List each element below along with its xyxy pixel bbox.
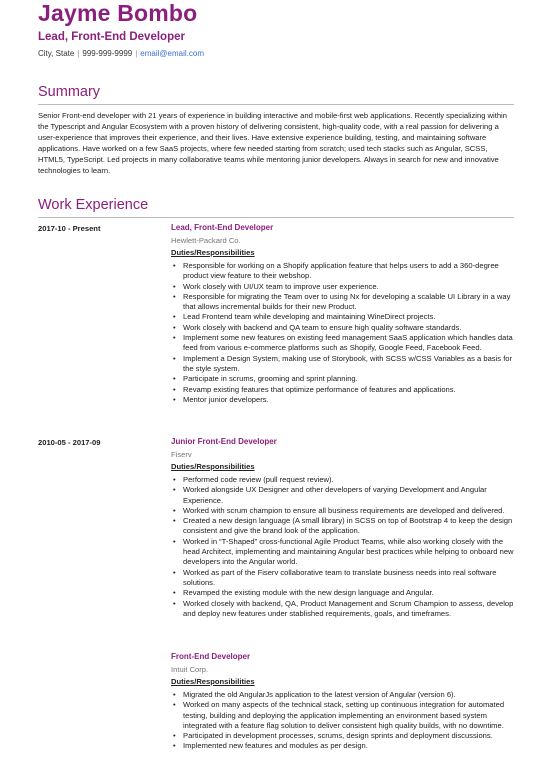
phone-text: 999-999-9999 <box>82 49 133 58</box>
duties-heading: Duties/Responsibilities <box>171 248 255 257</box>
list-item: • Responsible for migrating the Team over to using Nx for developing a scalable UI Library in a way that allows incremental builds for their new Product. <box>183 292 516 313</box>
list-item: • Lead Frontend team while developing and maintaining WineDirect projects. <box>183 312 516 322</box>
duties-heading: Duties/Responsibilities <box>171 462 255 471</box>
list-item: • Performed code review (pull request review). <box>183 475 516 485</box>
job-date: 2010-05 - 2017-09 <box>38 438 101 447</box>
duties-list <box>171 475 516 619</box>
list-item: • Responsible for working on a Shopify application feature that helps users to add a 360-degree product view feature to their webshop. <box>183 261 516 282</box>
list-item: • Revamp existing features that optimize performance of features and applications. <box>183 385 516 395</box>
summary-heading: Summary <box>38 84 101 100</box>
section-divider <box>38 104 514 105</box>
email-link[interactable]: email@email.com <box>140 49 204 58</box>
list-item: • Migrated the old AngularJs application to the latest version of Angular (version 6). <box>183 690 516 700</box>
list-item: • Created a new design language (A small library) in SCSS on top of Bootstrap 4 to keep the design consistent and give the brand look of the application. <box>183 516 516 537</box>
company-name: Hewlett-Packard Co. <box>171 236 241 245</box>
list-item: • Implement some new features on existing feed management SaaS application which handles data feed from various e-commerce platforms such as Shopify, Google Feed, Facebook Feed. <box>183 333 516 354</box>
company-name: Fiserv <box>171 450 192 459</box>
summary-text: Senior Front-end developer with 21 years of experience in building interactive and mobile-first web applications. Recently specializing within the Typescript and Angular Ecosystem with a proven history of delivering consistent, high-quality code, with a real passion for delivering a user-experience that improves their experience, and their lives. Have extensive experience building, testing, and maintaining software applications. Have worked on a few SaaS projects, where few needed starting from scratch; used tech stacks such as Angular, SCSS, HTML5, TypeScript. Led projects in many collaborative teams while mentoring junior developers. Always in search for new and innovative technologies to learn. <box>38 111 507 175</box>
work-experience-heading: Work Experience <box>38 197 149 213</box>
list-item: • Revamped the existing module with the new design language and Angular. <box>183 588 516 598</box>
job-title: Front-End Developer <box>171 652 251 661</box>
location-text: City, State <box>38 49 75 58</box>
list-item: • Implement a Design System, making use of Storybook, with SCSS w/CSS Variables as a basis for the style system. <box>183 354 516 375</box>
job-date: 2017-10 - Present <box>38 224 101 233</box>
candidate-name: Jayme Bombo <box>38 0 198 26</box>
duties-list <box>171 261 516 405</box>
list-item: • Implemented new features and modules as per design. <box>183 741 516 751</box>
job-entry <box>171 435 516 619</box>
company-name: Intuit Corp. <box>171 665 209 674</box>
section-divider <box>38 217 514 218</box>
list-item: • Worked closely with backend, QA, Product Management and Scrum Champion to assess, develop and deploy new features under stablished requirements, goals, and timeframes. <box>183 599 516 620</box>
list-item: • Participate in scrums, grooming and sprint planning. <box>183 374 516 384</box>
duties-heading: Duties/Responsibilities <box>171 677 255 686</box>
list-item: • Worked as part of the Fiserv collaborative team to translate business needs into real software solutions. <box>183 568 516 589</box>
list-item: • Participated in development processes, scrums, design sprints and deployment discussions. <box>183 731 516 741</box>
contact-separator: | <box>77 49 80 58</box>
list-item: • Worked alongside UX Designer and other developers of varying Development and Angular Experience. <box>183 485 516 506</box>
job-title: Lead, Front-End Developer <box>171 223 274 232</box>
candidate-role: Lead, Front-End Developer <box>38 31 185 43</box>
job-entry <box>171 221 516 405</box>
contact-line <box>38 49 204 58</box>
list-item: • Work closely with UI/UX team to improve user experience. <box>183 282 516 292</box>
list-item: • Worked on many aspects of the technical stack, setting up continuous integration for automated testing, building and deploying the application implementing an environment based system integrated with a feature flag solution to deliver consistent high quality builds, with no downtime. <box>183 700 516 731</box>
job-entry <box>171 650 516 752</box>
list-item: • Work closely with backend and QA team to ensure high quality software standards. <box>183 323 516 333</box>
job-title: Junior Front-End Developer <box>171 437 277 446</box>
list-item: • Worked with scrum champion to ensure all business requirements are developed and delivered. <box>183 506 516 516</box>
list-item: • Worked in “T-Shaped” cross-functional Agile Product Teams, while also working closely with the head Architect, implementing and maintaining Angular best practices while helping to onboard new developers into the Angular world. <box>183 537 516 568</box>
contact-separator: | <box>135 49 138 58</box>
list-item: • Mentor junior developers. <box>183 395 516 405</box>
duties-list <box>171 690 516 752</box>
